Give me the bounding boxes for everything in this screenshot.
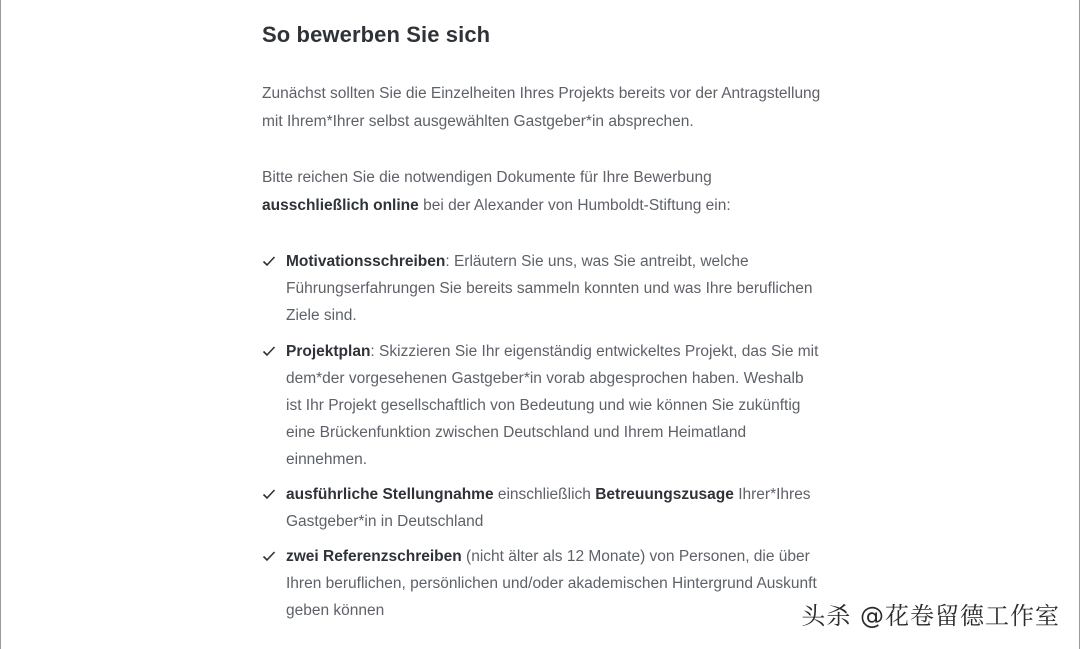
instructions-paragraph [262,164,822,219]
watermark-text: 头杀 @花卷留德工作室 [801,602,1060,630]
section-title: So bewerben Sie sich [262,22,491,47]
list-item-references [262,543,822,624]
list-item-motivation-letter [262,248,822,329]
list-item-text [262,338,822,473]
check-icon [262,549,276,563]
instructions-emphasis: ausschließlich online [262,196,419,214]
list-item-description: Ihrer*Ihres Gastgeber*in in Deutschland [286,486,811,530]
list-item-description: : Erläutern Sie uns, was Sie antreibt, welche Führungserfahrungen Sie bereits sammeln konnten und was Ihre beruflichen Ziele sind. [286,253,813,324]
instructions-text-end: bei der Alexander von Humboldt-Stiftung ein: [418,196,731,214]
list-item-text [262,481,822,535]
list-item-connector: einschließlich [493,486,596,503]
check-icon [262,344,276,358]
list-item-text [262,543,822,624]
check-icon [262,254,276,268]
frame-border-left [0,0,1,649]
list-item-text [262,248,822,329]
list-item-term: Projektplan [286,343,371,360]
list-item-project-plan [262,338,822,473]
list-item-statement [262,481,822,535]
intro-paragraph: Zunächst sollten Sie die Einzelheiten Ihres Projekts bereits vor der Antragstellung mit Ihrem*Ihrer selbst ausgewählten Gastgeber*in absprechen. [262,85,821,130]
list-item-description: (nicht älter als 12 Monate) von Personen, die über Ihren beruflichen, persönlichen und/oder akademischen Hintergrund Auskunft geben können [286,548,817,619]
list-item-term: ausführliche Stellungnahme [286,486,494,503]
instructions-text-start: Bitte reichen Sie die notwendigen Dokumente für Ihre Bewerbung [262,169,712,186]
list-item-term: Motivationsschreiben [286,253,446,270]
list-item-term: zwei Referenzschreiben [286,548,462,565]
list-item-description: : Skizzieren Sie Ihr eigenständig entwickeltes Projekt, das Sie mit dem*der vorgesehenen Gastgeber*in vorab abgesprochen haben. Weshalb ist Ihr Projekt gesellschaftlich von Bedeutung und wie können Sie zukünftig eine Brückenfunktion zwischen Deutschland und Ihrem Heimatland einnehmen. [286,343,819,468]
list-item-term-secondary: Betreuungszusage [595,486,734,503]
check-icon [262,487,276,501]
